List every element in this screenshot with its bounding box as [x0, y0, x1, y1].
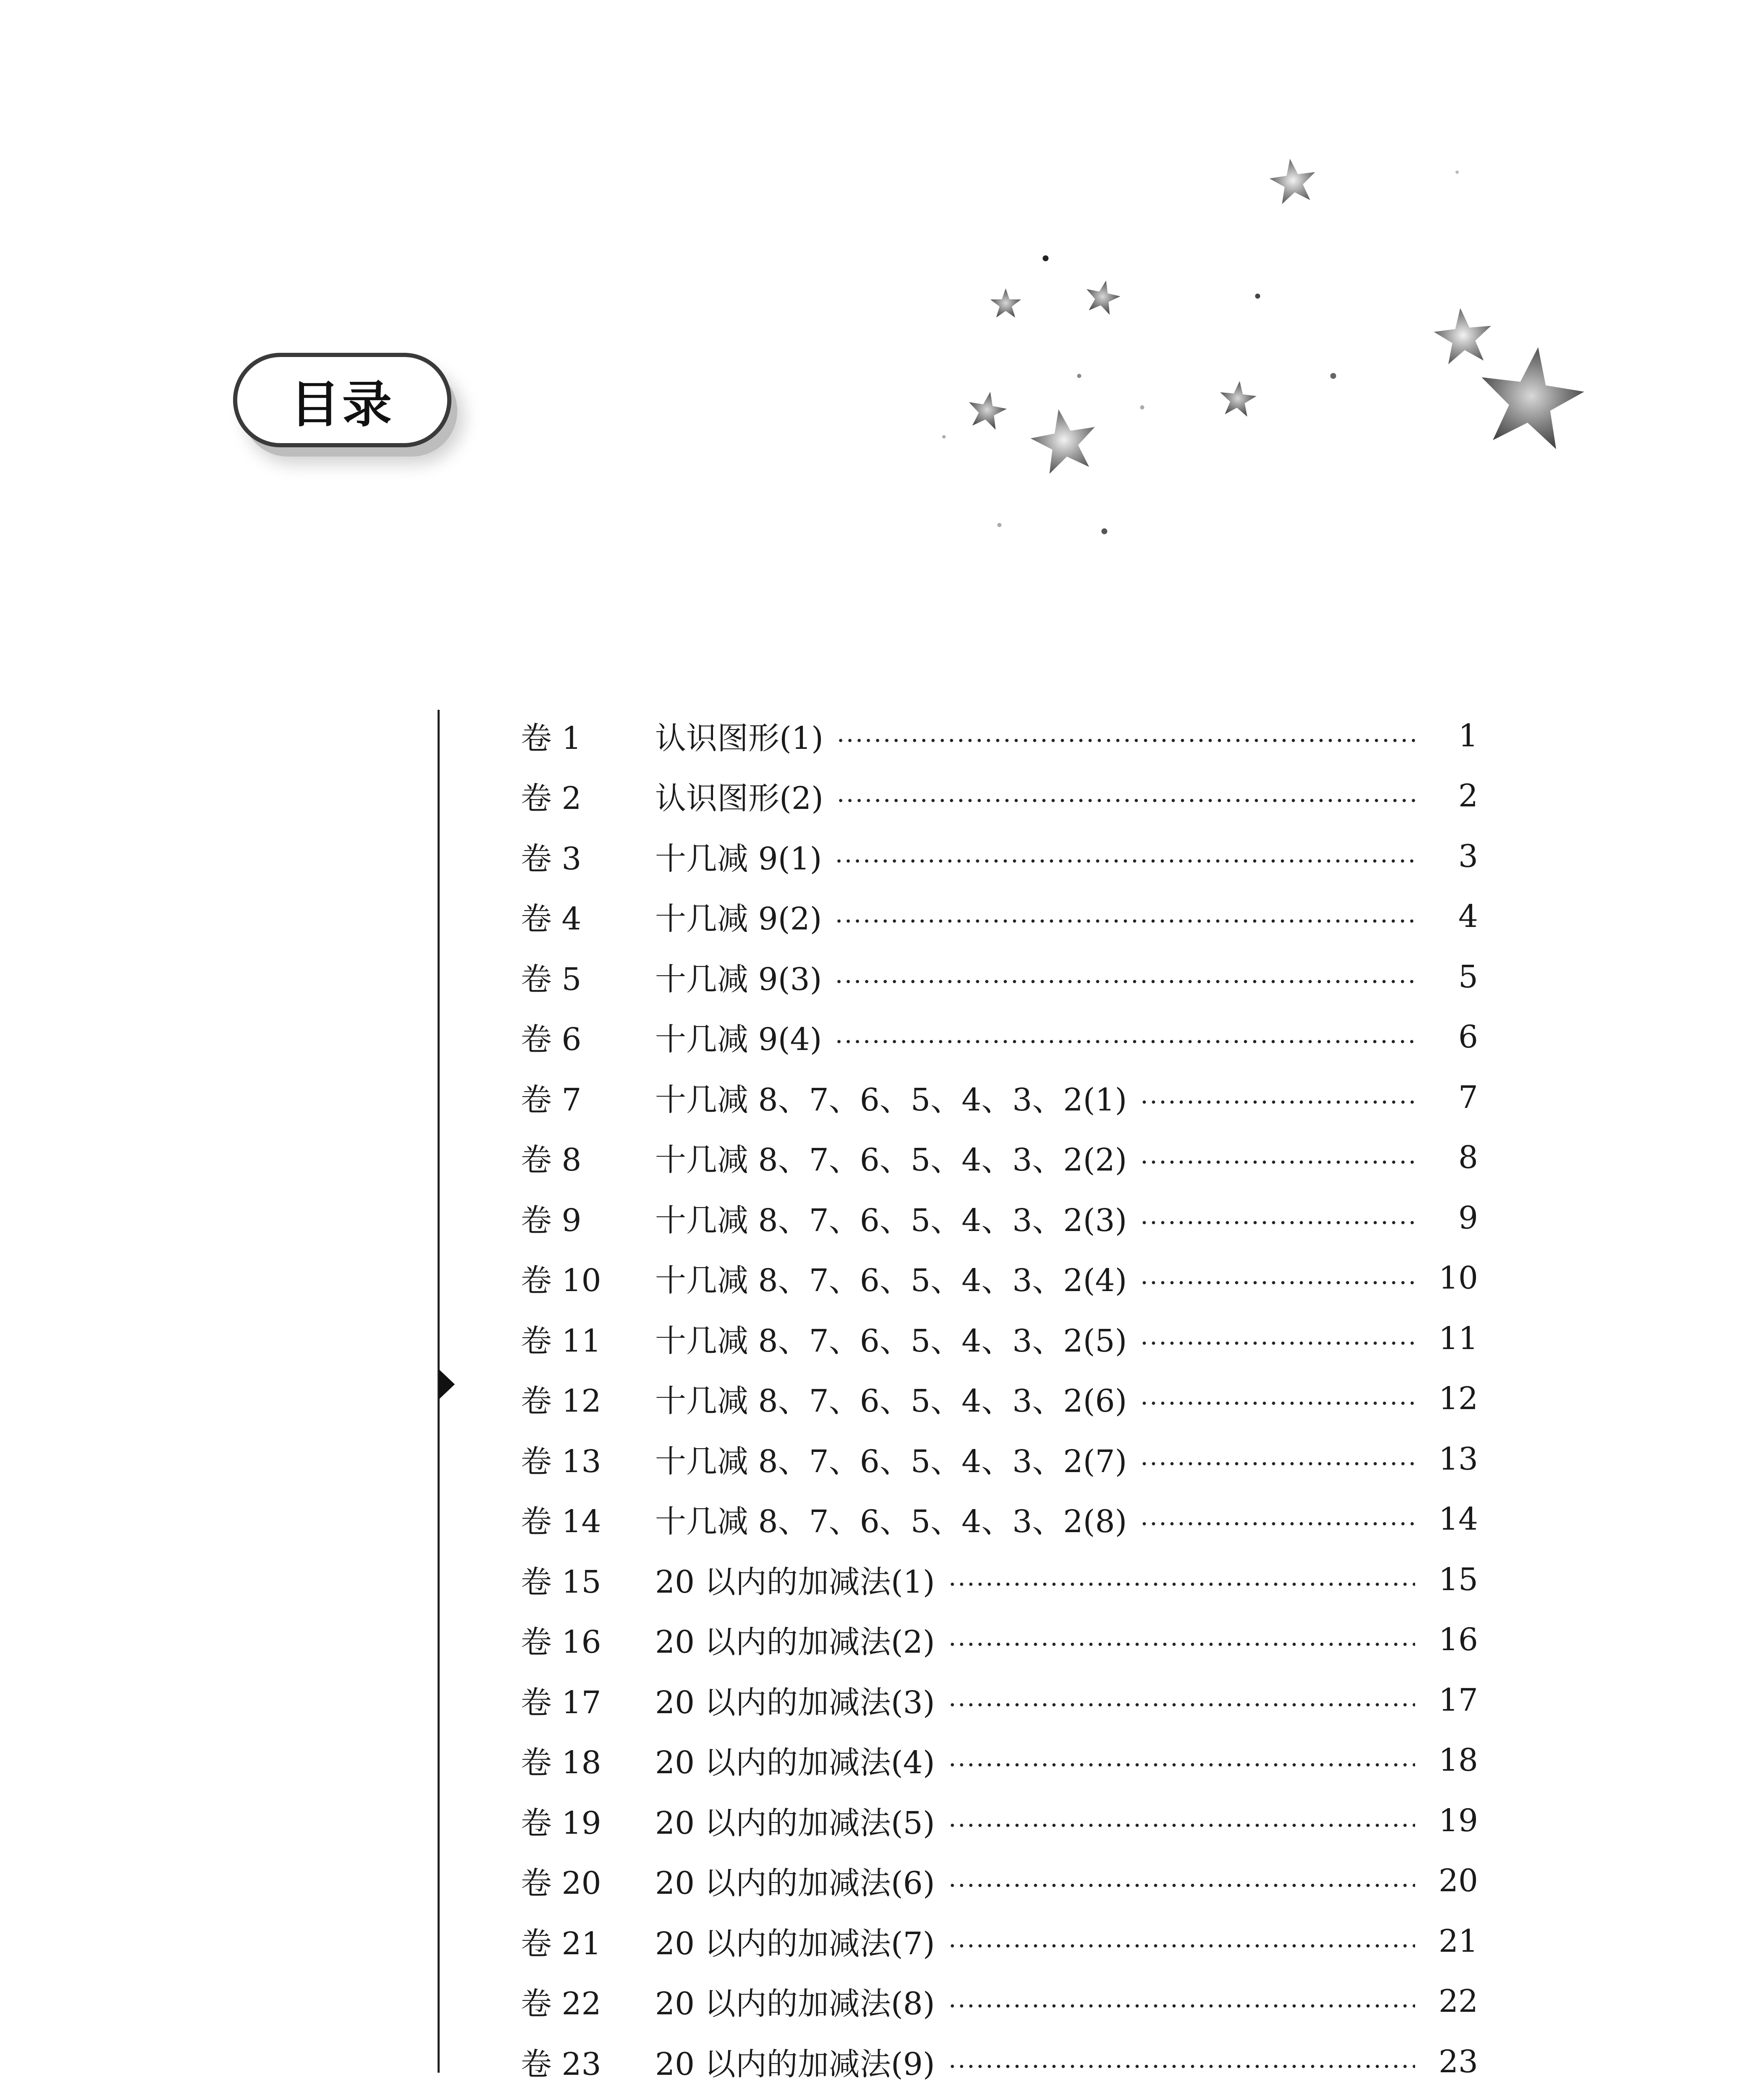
- volume-label: 卷 6: [521, 1021, 582, 1058]
- section-title: 十几减 8、7、6、5、4、3、2(5): [655, 1323, 1127, 1359]
- page-ref: 13: [1438, 1441, 1478, 1477]
- volume-label: 卷 5: [521, 961, 582, 998]
- section-title: 认识图形(1): [655, 720, 823, 756]
- dot-leader: [834, 979, 1415, 984]
- page-ref: 10: [1438, 1260, 1478, 1297]
- toc-row: [521, 1248, 1478, 1309]
- star-icon: [1083, 277, 1123, 316]
- dot-leader: [836, 738, 1415, 743]
- dot-leader: [834, 919, 1415, 923]
- toc-row: [521, 2032, 1478, 2092]
- toc-row: [521, 1429, 1478, 1489]
- star-icon: [1026, 404, 1101, 476]
- toc-row: [521, 947, 1478, 1007]
- toc-row: [521, 1549, 1478, 1610]
- volume-label: 卷 9: [521, 1202, 582, 1239]
- star-icon: [1473, 340, 1589, 452]
- section-title: 20 以内的加减法(1): [655, 1564, 935, 1600]
- page-ref: 3: [1458, 838, 1478, 874]
- section-title: 十几减 8、7、6、5、4、3、2(3): [655, 1202, 1127, 1239]
- toc-list: [521, 706, 1478, 2092]
- toc-row: [521, 1670, 1478, 1730]
- toc-row: [521, 1730, 1478, 1791]
- dot: [997, 523, 1001, 527]
- page-ref: 14: [1438, 1501, 1478, 1538]
- dot: [1077, 374, 1081, 378]
- volume-label: 卷 17: [521, 1684, 601, 1721]
- toc-row: [521, 1489, 1478, 1550]
- volume-label: 卷 10: [521, 1263, 601, 1299]
- page-ref: 22: [1438, 1983, 1478, 2020]
- page-ref: 23: [1438, 2043, 1478, 2080]
- dot-leader: [834, 1040, 1415, 1044]
- dot-leader: [1140, 1462, 1415, 1466]
- section-title: 认识图形(2): [655, 780, 823, 817]
- volume-label: 卷 18: [521, 1745, 601, 1781]
- section-title: 20 以内的加减法(9): [655, 2046, 935, 2082]
- dot-leader: [948, 2064, 1415, 2068]
- toc-row: [521, 826, 1478, 887]
- dot-leader: [948, 1703, 1415, 1707]
- star-icon: [1431, 305, 1494, 365]
- page-ref: 8: [1458, 1139, 1478, 1176]
- dot-leader: [836, 798, 1415, 803]
- dot-leader: [948, 2004, 1415, 2008]
- toc-row: [521, 1128, 1478, 1188]
- volume-label: 卷 16: [521, 1624, 601, 1661]
- volume-label: 卷 15: [521, 1564, 601, 1600]
- volume-label: 卷 19: [521, 1805, 601, 1841]
- page-ref: 1: [1458, 717, 1478, 754]
- dot-leader: [834, 859, 1415, 863]
- section-title: 20 以内的加减法(8): [655, 1986, 935, 2022]
- dot-leader: [1140, 1100, 1415, 1104]
- dot-leader: [1140, 1221, 1415, 1225]
- dot: [1255, 294, 1260, 299]
- section-title: 十几减 8、7、6、5、4、3、2(2): [655, 1142, 1127, 1179]
- page-ref: 15: [1438, 1561, 1478, 1598]
- page-ref: 12: [1438, 1381, 1478, 1417]
- dot: [1043, 255, 1049, 261]
- volume-label: 卷 4: [521, 901, 582, 937]
- dot-leader: [1140, 1522, 1415, 1526]
- dot: [1455, 171, 1459, 174]
- toc-row: [521, 766, 1478, 827]
- toc-row: [521, 887, 1478, 947]
- section-title: 20 以内的加减法(6): [655, 1865, 935, 1902]
- section-title: 十几减 9(1): [655, 840, 822, 877]
- section-title: 20 以内的加减法(5): [655, 1805, 935, 1841]
- volume-label: 卷 14: [521, 1504, 601, 1540]
- dot-leader: [948, 1883, 1415, 1887]
- volume-label: 卷 2: [521, 780, 582, 817]
- dot: [1330, 373, 1336, 379]
- star-icon: [1218, 379, 1258, 417]
- toc-row: [521, 1790, 1478, 1851]
- section-title: 十几减 8、7、6、5、4、3、2(4): [655, 1263, 1127, 1299]
- toc-row: [521, 1308, 1478, 1369]
- volume-label: 卷 8: [521, 1142, 582, 1179]
- volume-label: 卷 1: [521, 720, 582, 756]
- page-ref: 6: [1458, 1019, 1478, 1055]
- triangle-marker-icon: [439, 1369, 455, 1399]
- volume-label: 卷 20: [521, 1865, 601, 1902]
- page-ref: 5: [1458, 958, 1478, 995]
- section-title: 20 以内的加减法(3): [655, 1684, 935, 1721]
- toc-row: [521, 1067, 1478, 1128]
- volume-label: 卷 21: [521, 1925, 601, 1962]
- section-title: 20 以内的加减法(7): [655, 1925, 935, 1962]
- dot-leader: [1140, 1281, 1415, 1285]
- dot: [1140, 405, 1144, 410]
- toc-row: [521, 1610, 1478, 1670]
- page-ref: 19: [1438, 1802, 1478, 1839]
- section-title: 十几减 8、7、6、5、4、3、2(1): [655, 1082, 1127, 1118]
- section-title: 十几减 9(3): [655, 961, 822, 998]
- page-ref: 18: [1438, 1742, 1478, 1779]
- toc-row: [521, 1369, 1478, 1429]
- page-ref: 11: [1438, 1320, 1478, 1357]
- section-title: 十几减 9(2): [655, 901, 822, 937]
- volume-label: 卷 3: [521, 840, 582, 877]
- section-title: 十几减 9(4): [655, 1021, 822, 1058]
- dot: [1101, 528, 1107, 534]
- volume-label: 卷 13: [521, 1443, 601, 1480]
- page-ref: 2: [1458, 778, 1478, 814]
- page-ref: 4: [1458, 898, 1478, 935]
- page-ref: 21: [1438, 1923, 1478, 1959]
- dot-leader: [1140, 1401, 1415, 1405]
- section-title: 20 以内的加减法(4): [655, 1745, 935, 1781]
- dot-leader: [948, 1763, 1415, 1767]
- toc-row: [521, 1851, 1478, 1911]
- section-title: 十几减 8、7、6、5、4、3、2(6): [655, 1383, 1127, 1420]
- section-title: 20 以内的加减法(2): [655, 1624, 935, 1661]
- dot-leader: [948, 1944, 1415, 1948]
- page-ref: 7: [1458, 1079, 1478, 1116]
- toc-row: [521, 1007, 1478, 1068]
- dot: [942, 435, 946, 438]
- toc-row: [521, 1188, 1478, 1248]
- toc-row: [521, 1911, 1478, 1971]
- dot-leader: [1140, 1160, 1415, 1164]
- star-icon: [965, 388, 1009, 431]
- section-title: 十几减 8、7、6、5、4、3、2(7): [655, 1443, 1127, 1480]
- page-ref: 9: [1458, 1200, 1478, 1236]
- star-icon: [990, 289, 1021, 318]
- dot-leader: [1140, 1341, 1415, 1345]
- page-title: 目录: [290, 375, 394, 433]
- page-ref: 17: [1438, 1682, 1478, 1718]
- dot-leader: [948, 1642, 1415, 1646]
- toc-title-badge: [233, 353, 451, 447]
- page-ref: 16: [1438, 1622, 1478, 1658]
- dot-leader: [948, 1823, 1415, 1827]
- volume-label: 卷 22: [521, 1986, 601, 2022]
- volume-label: 卷 23: [521, 2046, 601, 2082]
- decorative-stars: [924, 143, 1638, 563]
- toc-row: [521, 706, 1478, 766]
- dot-leader: [948, 1582, 1415, 1586]
- page-ref: 20: [1438, 1863, 1478, 1899]
- volume-label: 卷 11: [521, 1323, 601, 1359]
- section-title: 十几减 8、7、6、5、4、3、2(8): [655, 1504, 1127, 1540]
- volume-label: 卷 12: [521, 1383, 601, 1420]
- toc-row: [521, 1971, 1478, 2032]
- volume-label: 卷 7: [521, 1082, 582, 1118]
- star-icon: [1267, 155, 1319, 205]
